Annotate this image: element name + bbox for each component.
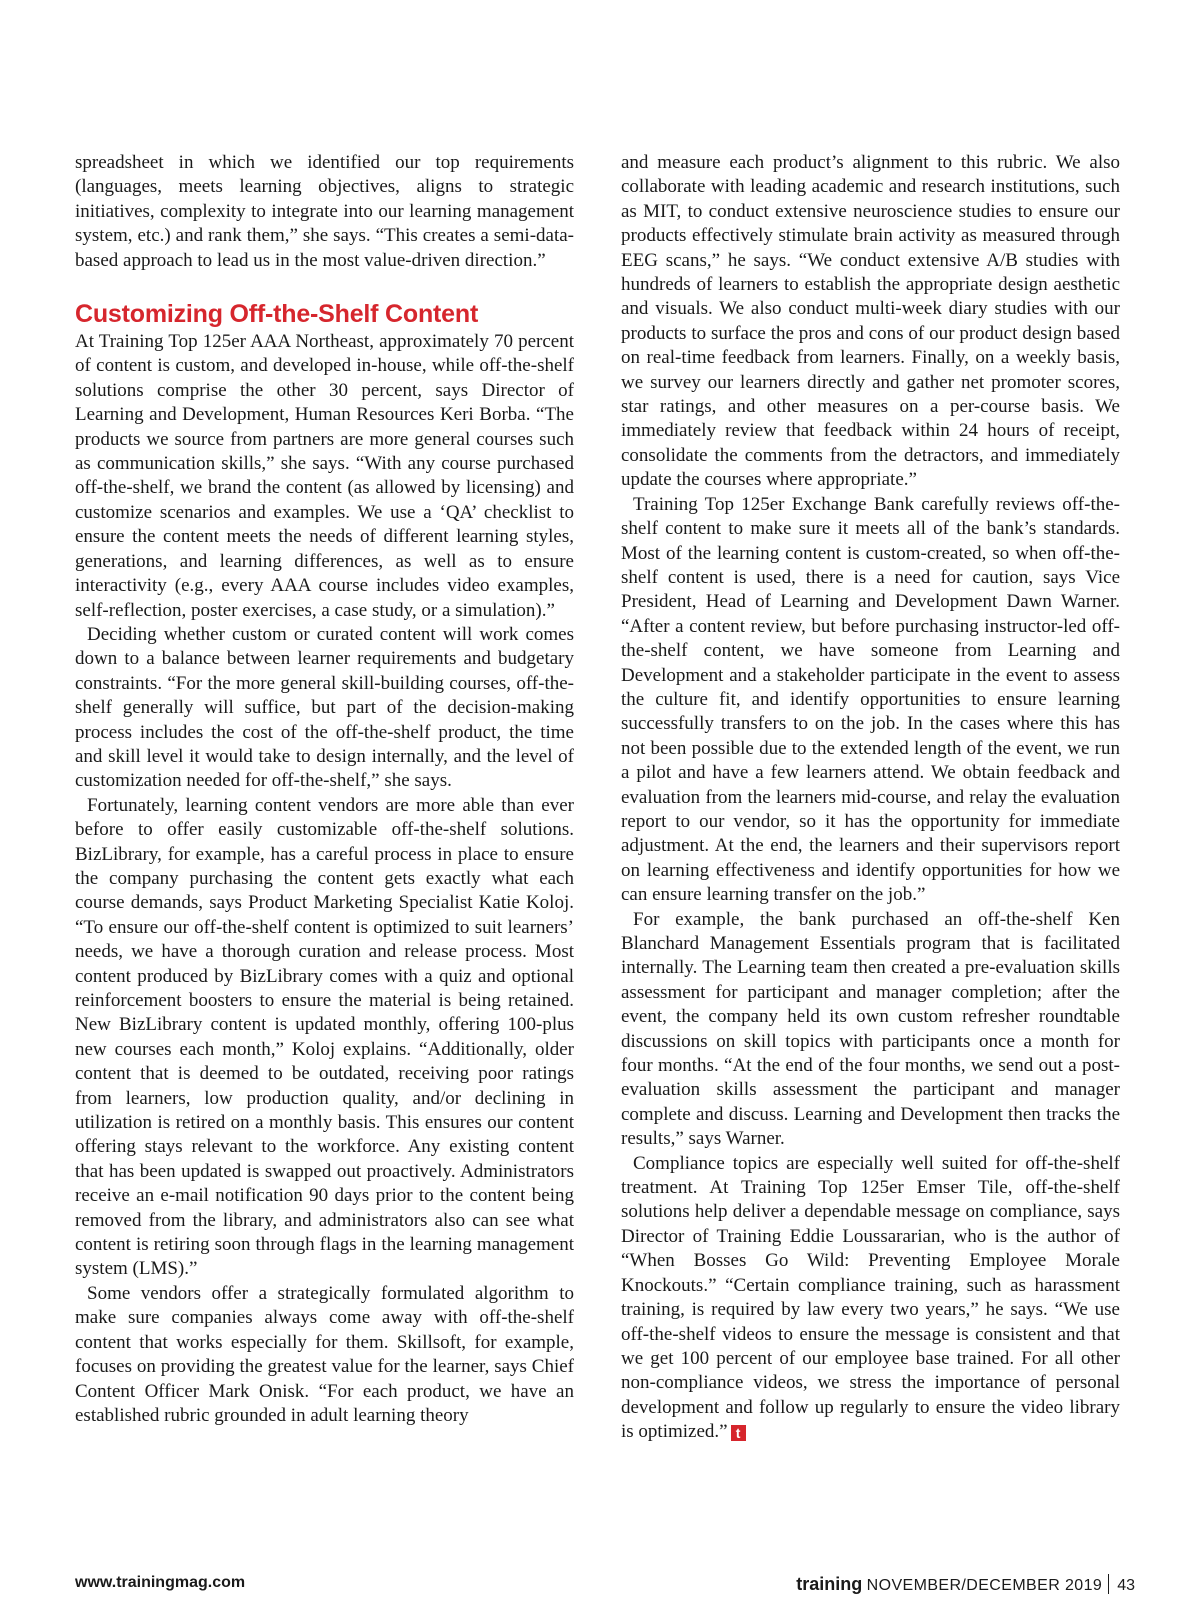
page-number: 43 — [1117, 1577, 1135, 1594]
footer-url: www.trainingmag.com — [75, 1574, 246, 1591]
section-heading: Customizing Off-the-Shelf Content — [75, 300, 479, 329]
paragraph: spreadsheet in which we identified our top requirements (languages, meets learning objectives, aligns to strategic initiatives, complexity to integrate into our learning management system, etc.) and rank them,” she says. “This creates a semi-data-based approach to lead us in the most value-driven direction.” — [75, 152, 574, 271]
paragraph: Deciding whether custom or curated content will work comes down to a balance between learner requirements and budgetary constraints. “For the more general skill-building courses, off-the-shelf generally will suffice, but part of the decision-making process includes the cost of the off-the-shelf product, the time and skill level it would take to design internally, and the level of customization needed for off-the-shelf,” she says. — [75, 623, 574, 792]
paragraph: At Training Top 125er AAA Northeast, approximately 70 percent of content is custom, and developed in-house, while off-the-shelf solutions comprise the other 30 percent, says Director of Learning and Development, Human Resources Keri Borba. “The products we source from partners are more general courses such as communication skills,” she says. “With any course purchased off-the-shelf, we brand the content (as allowed by licensing) and customize scenarios and examples. We use a ‘QA’ checklist to ensure the content meets the needs of different learning styles, generations, and learning differences, as well as to ensure interactivity (e.g., every AAA course includes video examples, self-reflection, poster exercises, a case study, or a simulation).” — [75, 331, 574, 621]
page-footer — [75, 1574, 1135, 1598]
paragraph: Some vendors offer a strategically formulated algorithm to make sure companies always come away with off-the-shelf content that works especially for them. Skillsoft, for example, focuses on providing the greatest value for the learner, says Chief Content Officer Mark Onisk. “For each product, we have an established rubric grounded in adult learning theory — [75, 1282, 574, 1426]
footer-brand: training — [796, 1574, 863, 1594]
footer-issue: NOVEMBER/DECEMBER 2019 — [866, 1577, 1103, 1594]
paragraph: Training Top 125er Exchange Bank carefully reviews off-the-shelf content to make sure it meets all of the bank’s standards. Most of the learning content is custom-created, so when off-the-shelf content is used, there is a need for caution, says Vice President, Head of Learning and Development Dawn Warner. “After a content review, but before purchasing instructor-led off-the-shelf content, we have someone from Learning and Development and a stakeholder participate in the event to assess the culture fit, and identify opportunities to ensure learning successfully transfers to on the job. In the cases where this has not been possible due to the extended length of the event, we run a pilot and have a few learners attend. We obtain feedback and evaluation from the learners mid-course, and relay the evaluation report to our vendor, so it has the opportunity for immediate adjustment. At the end, the learners and their supervisors report on learning effectiveness and identify opportunities for how we can ensure learning transfer on the job.” — [621, 493, 1120, 906]
paragraph-text: Compliance topics are especially well suited for off-the-shelf treatment. At Training Top 125er Emser Tile, off-the-shelf solutions help deliver a dependable message on compliance, says Director of Training Eddie Loussararian, who is the author of “When Bosses Go Wild: Preventing Employee Morale Knockouts.” “Certain compliance training, such as harassment training, is required by law every two years,” he says. “We use off-the-shelf videos to ensure the message is consistent and that we get 100 percent of our employee base trained. For all other non-compliance videos, we stress the importance of personal development and follow up regularly to ensure the video library is optimized.” — [621, 1152, 1120, 1443]
end-of-article-icon: t — [731, 1425, 746, 1441]
paragraph: For example, the bank purchased an off-the-shelf Ken Blanchard Management Essentials program that is facilitated internally. The Learning team then created a pre-evaluation skills assessment for participant and manager completion; after the event, the company held its own custom refresher roundtable discussions on skill topics with participants once a month for four months. “At the end of the four months, we send out a post-evaluation skills assessment the participant and manager complete and discuss. Learning and Development then tracks the results,” says Warner. — [621, 908, 1120, 1150]
paragraph — [621, 1152, 1120, 1445]
right-column — [621, 151, 1120, 1445]
paragraph: Fortunately, learning content vendors are more able than ever before to offer easily customizable off-the-shelf solutions. BizLibrary, for example, has a careful process in place to ensure the company purchasing the content gets exactly what each course demands, says Product Marketing Specialist Katie Koloj. “To ensure our off-the-shelf content is optimized to suit learners’ needs, we have a thorough curation and release process. Most content produced by BizLibrary comes with a quiz and optional reinforcement boosters to ensure the material is being retained. New BizLibrary content is updated monthly, offering 100-plus new courses each month,” Koloj explains. “Additionally, older content that is deemed to be outdated, receiving poor ratings from learners, low production quality, and/or declining in utilization is retired on a monthly basis. This ensures our content offering stays relevant to the workforce. Any existing content that has been updated is swapped out proactively. Administrators receive an e-mail notification 90 days prior to the content being removed from the library, and administrators also can see what content is retiring soon through flags in the learning management system (LMS).” — [75, 794, 574, 1280]
paragraph: and measure each product’s alignment to this rubric. We also collaborate with leading academic and research institutions, such as MIT, to conduct extensive neuroscience studies to ensure our products effectively stimulate brain activity as measured through EEG scans,” he says. “We conduct extensive A/B studies with hundreds of learners to establish the appropriate design aesthetic and visuals. We also conduct multi-week diary studies with our products to surface the pros and cons of our product design based on real-time feedback from learners. Finally, on a weekly basis, we survey our learners directly and gather net promoter scores, star ratings, and other measures on a per-course basis. We immediately review that feedback within 24 hours of receipt, consolidate the comments from the detractors, and immediately update the courses where appropriate.” — [621, 152, 1120, 491]
footer-issue-info — [796, 1574, 1135, 1595]
footer-divider — [1108, 1574, 1109, 1594]
left-column — [75, 151, 574, 1428]
